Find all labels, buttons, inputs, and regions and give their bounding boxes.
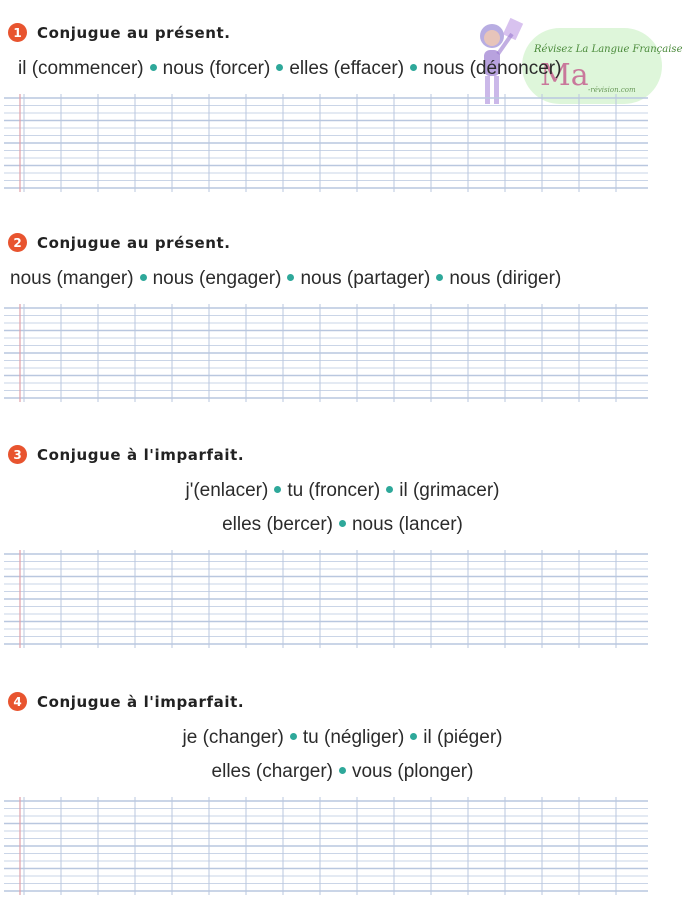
- verb-prompt-line: [0, 761, 685, 783]
- verb-prompt-line: [18, 58, 561, 80]
- verb-prompt-line: [0, 727, 685, 749]
- verb-prompt: il (grimacer): [399, 480, 500, 501]
- separator-dot: [436, 274, 443, 281]
- verb-prompt: il (commencer): [18, 58, 144, 79]
- separator-dot: [386, 486, 393, 493]
- verb-prompt: tu (négliger): [302, 727, 405, 748]
- exercise-header: [8, 23, 231, 42]
- separator-dot: [339, 767, 346, 774]
- separator-dot: [140, 274, 147, 281]
- separator-dot: [276, 64, 283, 71]
- writing-grid[interactable]: [4, 797, 650, 895]
- verb-prompt-line: [0, 514, 685, 536]
- verb-prompt: il (piéger): [423, 727, 503, 748]
- separator-dot: [274, 486, 281, 493]
- verb-prompt: nous (manger): [10, 268, 134, 289]
- exercise-number-badge: 4: [8, 692, 27, 711]
- writing-grid[interactable]: [4, 550, 650, 648]
- watermark-brand: Ma: [540, 58, 589, 93]
- verb-prompt: nous (dénoncer): [423, 58, 562, 79]
- verb-prompt: nous (diriger): [449, 268, 562, 289]
- watermark-site: -révision.com: [588, 86, 636, 94]
- verb-prompt: nous (engager): [152, 268, 282, 289]
- verb-prompt: je (changer): [182, 727, 284, 748]
- verb-prompt: elles (bercer): [222, 514, 333, 535]
- separator-dot: [290, 733, 297, 740]
- exercise-number-badge: 3: [8, 445, 27, 464]
- writing-grid[interactable]: [4, 304, 650, 402]
- exercise-header: [8, 692, 244, 711]
- separator-dot: [150, 64, 157, 71]
- exercise-number-badge: 2: [8, 233, 27, 252]
- verb-prompt: nous (forcer): [162, 58, 271, 79]
- exercise-header: [8, 445, 244, 464]
- verb-prompt: vous (plonger): [351, 761, 474, 782]
- exercise-title: Conjugue au présent.: [37, 233, 231, 252]
- ruled-lines: [4, 304, 650, 402]
- separator-dot: [410, 64, 417, 71]
- exercise-title: Conjugue à l'imparfait.: [37, 445, 245, 464]
- exercise-number-badge: 1: [8, 23, 27, 42]
- exercise-header: [8, 233, 231, 252]
- separator-dot: [410, 733, 417, 740]
- exercise-title: Conjugue au présent.: [37, 23, 231, 42]
- verb-prompt: nous (lancer): [351, 514, 463, 535]
- verb-prompt: elles (effacer): [289, 58, 405, 79]
- verb-prompt-line: [0, 480, 685, 502]
- verb-prompt: j'(enlacer): [185, 480, 269, 501]
- separator-dot: [339, 520, 346, 527]
- verb-prompt: tu (froncer): [287, 480, 381, 501]
- separator-dot: [287, 274, 294, 281]
- ruled-lines: [4, 550, 650, 648]
- ruled-lines: [4, 797, 650, 895]
- ruled-lines: [4, 94, 650, 192]
- verb-prompt-line: [10, 268, 561, 290]
- verb-prompt: elles (charger): [211, 761, 333, 782]
- verb-prompt: nous (partager): [300, 268, 431, 289]
- writing-grid[interactable]: [4, 94, 650, 192]
- exercise-title: Conjugue à l'imparfait.: [37, 692, 245, 711]
- watermark-tagline: Révisez La Langue Française: [534, 44, 683, 55]
